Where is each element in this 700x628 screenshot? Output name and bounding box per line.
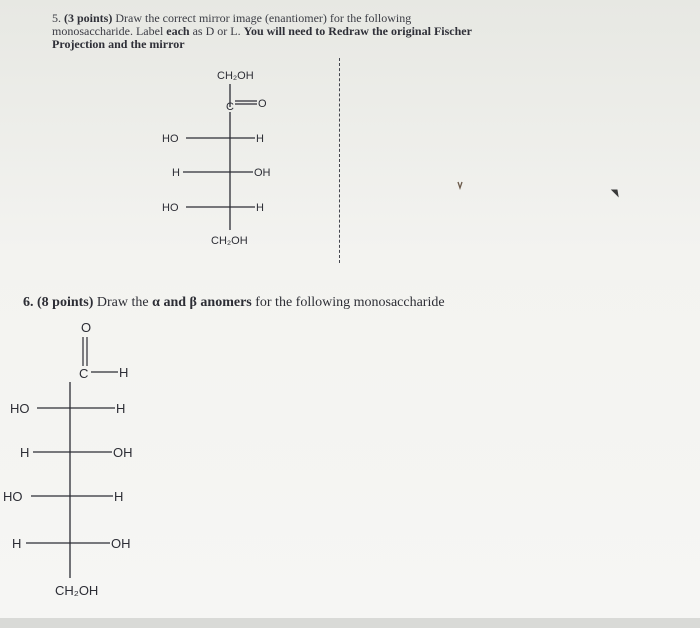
bottom-edge [0,618,700,628]
q6-row1-left: HO [10,401,30,416]
q6-carbonyl-o: O [81,320,92,335]
q5-line-1: 5. (3 points) Draw the correct mirror image (enantiomer) for the following [52,11,412,25]
q5-carbonyl-o: O [258,98,267,110]
q6-bottom-ch2oh: CH₂OH [55,583,99,598]
q5-row2-left: H [172,167,180,179]
q5-row3-left: HO [162,202,179,214]
q6-row4-left: H [12,536,22,551]
q5-row1-right: H [256,133,264,145]
stray-mark-1 [458,182,462,188]
q5-line-2: monosaccharide. Label each as D or L. You will need to Redraw the original Fischer [52,24,472,38]
q5-bottom-ch2oh: CH₂OH [211,235,248,247]
q6-aldehyde-h: H [119,365,129,380]
q5-top-ch2oh: CH₂OH [217,70,254,82]
q6-row4-right: OH [111,536,131,551]
q6-row1-right: H [116,401,126,416]
q5-fischer-projection [162,70,271,247]
q5-row1-left: HO [162,133,179,145]
q6-fischer-projection [3,320,133,598]
q6-row2-left: H [20,445,30,460]
stray-mark-2 [612,190,618,196]
q5-carbonyl-c: C [226,101,234,113]
q5-row2-right: OH [254,167,271,179]
q5-line-3: Projection and the mirror [52,37,185,51]
q6-row3-left: HO [3,489,23,504]
q5-row3-right: H [256,202,264,214]
q6-row3-right: H [114,489,124,504]
q6-prompt: 6. (8 points) Draw the α and β anomers for the following monosaccharide [23,295,445,310]
q6-carbonyl-c: C [79,366,89,381]
q6-row2-right: OH [113,445,133,460]
